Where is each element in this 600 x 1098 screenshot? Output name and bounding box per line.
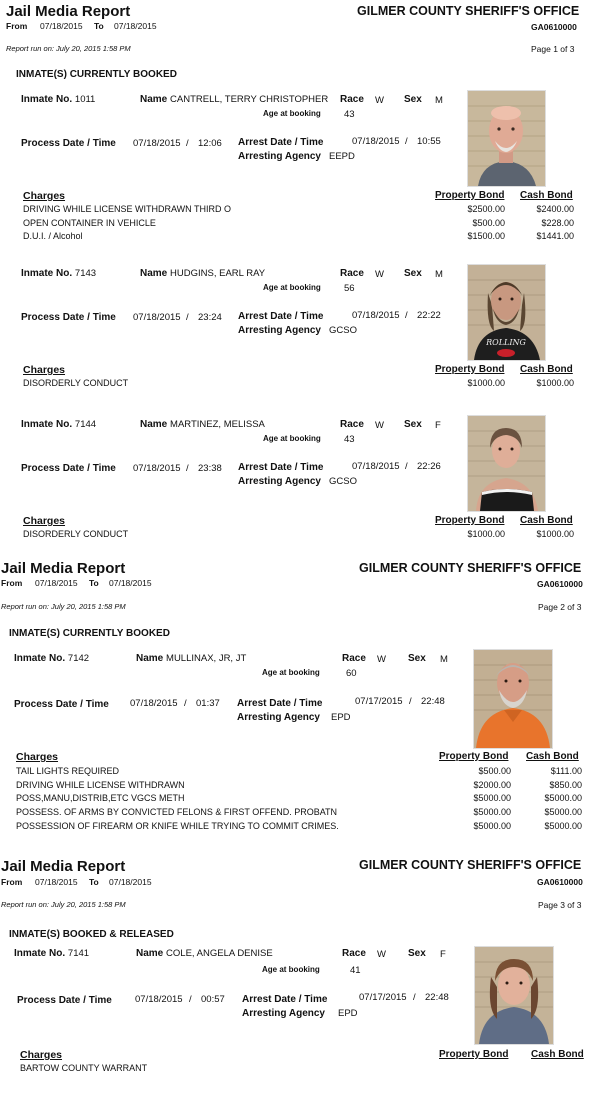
page2-page-label: Page 2 of 3 — [538, 602, 582, 612]
charges-header: Charges — [23, 515, 66, 527]
sex-label: Sex — [404, 268, 422, 279]
process-date: 07/18/2015 — [130, 698, 178, 709]
arrest-date: 07/17/2015 — [359, 992, 407, 1003]
cash-bond-header: Cash Bond — [531, 1049, 584, 1060]
process-time: 23:38 — [198, 463, 222, 474]
page2-title: Jail Media Report — [1, 560, 126, 577]
property-bond-header: Property Bond — [439, 1049, 509, 1060]
charge-description: POSS,MANU,DISTRIB,ETC VGCS METH — [16, 793, 185, 804]
charge-description: DISORDERLY CONDUCT — [23, 378, 129, 388]
page3-code: GA0610000 — [537, 877, 583, 887]
name-label: Name — [140, 419, 168, 430]
age-value: 43 — [344, 434, 355, 445]
agency-label: Arresting Agency — [238, 325, 321, 336]
inmate-no-value: 7144 — [74, 419, 97, 430]
arrest-time: 22:22 — [417, 310, 441, 321]
charges-header: Charges — [16, 751, 59, 763]
page3-from-label: From — [1, 877, 23, 887]
property-bond-amount: $1500.00 — [467, 231, 505, 241]
inmate-photo — [473, 649, 553, 749]
race-value: W — [377, 949, 386, 960]
page1-from-date: 07/18/2015 — [40, 21, 83, 31]
process-time: 23:24 — [198, 312, 222, 323]
process-sep: / — [186, 312, 189, 323]
charges-header: Charges — [23, 364, 66, 376]
property-bond-amount: $500.00 — [472, 217, 505, 228]
cash-bond-header: Cash Bond — [520, 515, 573, 526]
page2-to-label: To — [89, 578, 99, 588]
sex-label: Sex — [404, 94, 422, 105]
page3-to-label: To — [89, 877, 99, 887]
arrest-sep: / — [409, 696, 412, 707]
page1-from-label: From — [6, 21, 28, 31]
page1-to-date: 07/18/2015 — [114, 21, 157, 31]
agency-label: Arresting Agency — [238, 476, 321, 487]
inmate-no-value: 1011 — [74, 94, 96, 105]
agency-label: Arresting Agency — [242, 1008, 325, 1019]
name-label: Name — [140, 268, 168, 279]
property-bond-amount: $1000.00 — [467, 378, 505, 388]
page3-office: GILMER COUNTY SHERIFF'S OFFICE — [359, 858, 582, 872]
inmate-no-value: 7142 — [67, 653, 90, 664]
property-bond-amount: $2500.00 — [467, 204, 505, 214]
inmate-no-label: Inmate No. — [21, 268, 73, 279]
arrest-time: 10:55 — [417, 136, 441, 147]
page1-report-run: Report run on: July 20, 2015 1:58 PM — [6, 44, 131, 53]
inmate-photo — [467, 264, 546, 361]
process-time: 00:57 — [201, 994, 225, 1005]
page2-code: GA0610000 — [537, 579, 583, 589]
page1-title: Jail Media Report — [6, 3, 131, 20]
age-label: Age at booking — [262, 668, 320, 677]
cash-bond-header: Cash Bond — [520, 364, 573, 375]
page3-title: Jail Media Report — [1, 858, 126, 875]
inmate-no-value: 7143 — [74, 268, 97, 279]
age-label: Age at booking — [262, 965, 320, 974]
cash-bond-amount: $5000.00 — [544, 807, 582, 818]
page2-section-title: INMATE(S) CURRENTLY BOOKED — [9, 628, 170, 639]
page1-to-label: To — [94, 21, 104, 31]
page3-to-date: 07/18/2015 — [109, 877, 152, 887]
process-label: Process Date / Time — [14, 699, 109, 710]
property-bond-header: Property Bond — [435, 190, 505, 201]
charges-header: Charges — [23, 190, 66, 202]
sex-value: F — [435, 420, 441, 431]
process-label: Process Date / Time — [21, 138, 116, 149]
arrest-date: 07/18/2015 — [352, 310, 400, 321]
race-label: Race — [340, 419, 364, 430]
charge-description: DRIVING WHILE LICENSE WITHDRAWN THIRD O — [23, 204, 232, 214]
charge-description: D.U.I. / Alcohol — [23, 231, 83, 241]
agency-label: Arresting Agency — [237, 712, 320, 723]
process-date: 07/18/2015 — [133, 463, 181, 474]
age-label: Age at booking — [263, 283, 321, 292]
process-date: 07/18/2015 — [133, 138, 181, 149]
charge-description: DISORDERLY CONDUCT — [23, 529, 129, 539]
process-date: 07/18/2015 — [135, 994, 183, 1005]
process-time: 01:37 — [196, 698, 220, 709]
cash-bond-amount: $228.00 — [541, 217, 574, 228]
sex-value: M — [440, 654, 448, 665]
page3-section-title: INMATE(S) BOOKED & RELEASED — [9, 929, 174, 940]
age-label: Age at booking — [263, 109, 321, 118]
process-sep: / — [186, 138, 189, 149]
sex-value: M — [435, 95, 443, 106]
sex-label: Sex — [408, 948, 426, 959]
page2-from-date: 07/18/2015 — [35, 578, 78, 588]
charge-description: TAIL LIGHTS REQUIRED — [16, 766, 120, 776]
page2-office: GILMER COUNTY SHERIFF'S OFFICE — [359, 561, 582, 575]
cash-bond-amount: $1000.00 — [536, 378, 574, 388]
arrest-sep: / — [405, 461, 408, 472]
property-bond-amount: $2000.00 — [473, 779, 511, 790]
inmate-name: MARTINEZ, MELISSA — [170, 419, 265, 430]
agency-value: GCSO — [329, 325, 357, 336]
arrest-sep: / — [413, 992, 416, 1003]
page1-page-label: Page 1 of 3 — [531, 44, 575, 54]
inmate-name: COLE, ANGELA DENISE — [166, 948, 273, 959]
name-label: Name — [140, 94, 168, 105]
inmate-no-label: Inmate No. — [21, 419, 73, 430]
charge-description: OPEN CONTAINER IN VEHICLE — [23, 217, 156, 228]
race-value: W — [375, 95, 384, 106]
shirt-print: ROLLING — [486, 338, 526, 347]
arrest-date: 07/18/2015 — [352, 461, 400, 472]
sex-label: Sex — [408, 653, 426, 664]
property-bond-amount: $5000.00 — [473, 793, 511, 804]
age-label: Age at booking — [263, 434, 321, 443]
page3-report-run: Report run on: July 20, 2015 1:58 PM — [1, 900, 126, 909]
property-bond-amount: $500.00 — [478, 766, 511, 776]
page2-to-date: 07/18/2015 — [109, 578, 152, 588]
race-label: Race — [342, 948, 366, 959]
property-bond-header: Property Bond — [435, 515, 505, 526]
arrest-time: 22:48 — [421, 696, 445, 707]
page3-from-date: 07/18/2015 — [35, 877, 78, 887]
process-sep: / — [186, 463, 189, 474]
property-bond-header: Property Bond — [439, 751, 509, 762]
age-value: 60 — [346, 668, 357, 679]
name-label: Name — [136, 948, 164, 959]
cash-bond-amount: $1441.00 — [536, 231, 574, 241]
arrest-label: Arrest Date / Time — [238, 311, 324, 322]
age-value: 43 — [344, 109, 355, 120]
process-label: Process Date / Time — [21, 463, 116, 474]
inmate-no-label: Inmate No. — [14, 653, 66, 664]
inmate-photo — [467, 90, 546, 187]
race-label: Race — [340, 94, 364, 105]
page3-page-label: Page 3 of 3 — [538, 900, 582, 910]
sex-value: M — [435, 269, 443, 280]
race-label: Race — [342, 653, 366, 664]
race-label: Race — [340, 268, 364, 279]
agency-value: EEPD — [329, 151, 355, 162]
inmate-no-label: Inmate No. — [21, 94, 73, 105]
arrest-label: Arrest Date / Time — [238, 462, 324, 473]
inmate-name: HUDGINS, EARL RAY — [170, 268, 266, 279]
inmate-no-value: 7141 — [67, 948, 90, 959]
process-sep: / — [189, 994, 192, 1005]
page2-report-run: Report run on: July 20, 2015 1:58 PM — [1, 602, 126, 611]
name-label: Name — [136, 653, 164, 664]
age-value: 41 — [350, 965, 361, 976]
charge-description: POSSESSION OF FIREARM OR KNIFE WHILE TRYING TO COMMIT CRIMES. — [16, 820, 339, 831]
inmate-photo — [467, 415, 546, 512]
sex-label: Sex — [404, 419, 422, 430]
cash-bond-amount: $5000.00 — [544, 793, 582, 804]
cash-bond-header: Cash Bond — [526, 751, 579, 762]
arrest-sep: / — [405, 310, 408, 321]
property-bond-header: Property Bond — [435, 364, 505, 375]
process-date: 07/18/2015 — [133, 312, 181, 323]
page1-office: GILMER COUNTY SHERIFF'S OFFICE — [357, 4, 580, 18]
sex-value: F — [440, 949, 446, 960]
property-bond-amount: $5000.00 — [473, 807, 511, 818]
page1-code: GA0610000 — [531, 22, 577, 32]
cash-bond-amount: $1000.00 — [536, 529, 574, 539]
property-bond-amount: $5000.00 — [473, 820, 511, 831]
charge-description: BARTOW COUNTY WARRANT — [20, 1063, 148, 1073]
process-sep: / — [184, 698, 187, 709]
inmate-name: MULLINAX, JR, JT — [166, 653, 247, 664]
agency-value: EPD — [338, 1008, 358, 1019]
race-value: W — [375, 269, 384, 280]
age-value: 56 — [344, 283, 355, 294]
race-value: W — [377, 654, 386, 665]
arrest-label: Arrest Date / Time — [242, 994, 328, 1005]
charge-description: POSSESS. OF ARMS BY CONVICTED FELONS & FIRST OFFEND. PROBATN — [16, 807, 338, 818]
cash-bond-amount: $5000.00 — [544, 820, 582, 831]
agency-label: Arresting Agency — [238, 151, 321, 162]
process-label: Process Date / Time — [21, 312, 116, 323]
arrest-time: 22:26 — [417, 461, 441, 472]
arrest-label: Arrest Date / Time — [237, 698, 323, 709]
agency-value: GCSO — [329, 476, 357, 487]
page2-from-label: From — [1, 578, 23, 588]
arrest-date: 07/17/2015 — [355, 696, 403, 707]
inmate-name: CANTRELL, TERRY CHRISTOPHER — [170, 94, 329, 105]
arrest-label: Arrest Date / Time — [238, 137, 324, 148]
process-time: 12:06 — [198, 138, 222, 149]
arrest-date: 07/18/2015 — [352, 136, 400, 147]
cash-bond-header: Cash Bond — [520, 190, 573, 201]
charge-description: DRIVING WHILE LICENSE WITHDRAWN — [16, 779, 185, 790]
cash-bond-amount: $2400.00 — [536, 204, 574, 214]
arrest-time: 22:48 — [425, 992, 449, 1003]
cash-bond-amount: $111.00 — [550, 766, 582, 776]
arrest-sep: / — [405, 136, 408, 147]
inmate-no-label: Inmate No. — [14, 948, 66, 959]
charges-header: Charges — [20, 1049, 63, 1061]
race-value: W — [375, 420, 384, 431]
inmate-photo — [474, 946, 554, 1045]
cash-bond-amount: $850.00 — [549, 779, 582, 790]
process-label: Process Date / Time — [17, 995, 112, 1006]
property-bond-amount: $1000.00 — [467, 529, 505, 539]
agency-value: EPD — [331, 712, 351, 723]
page1-section-title: INMATE(S) CURRENTLY BOOKED — [16, 69, 177, 80]
